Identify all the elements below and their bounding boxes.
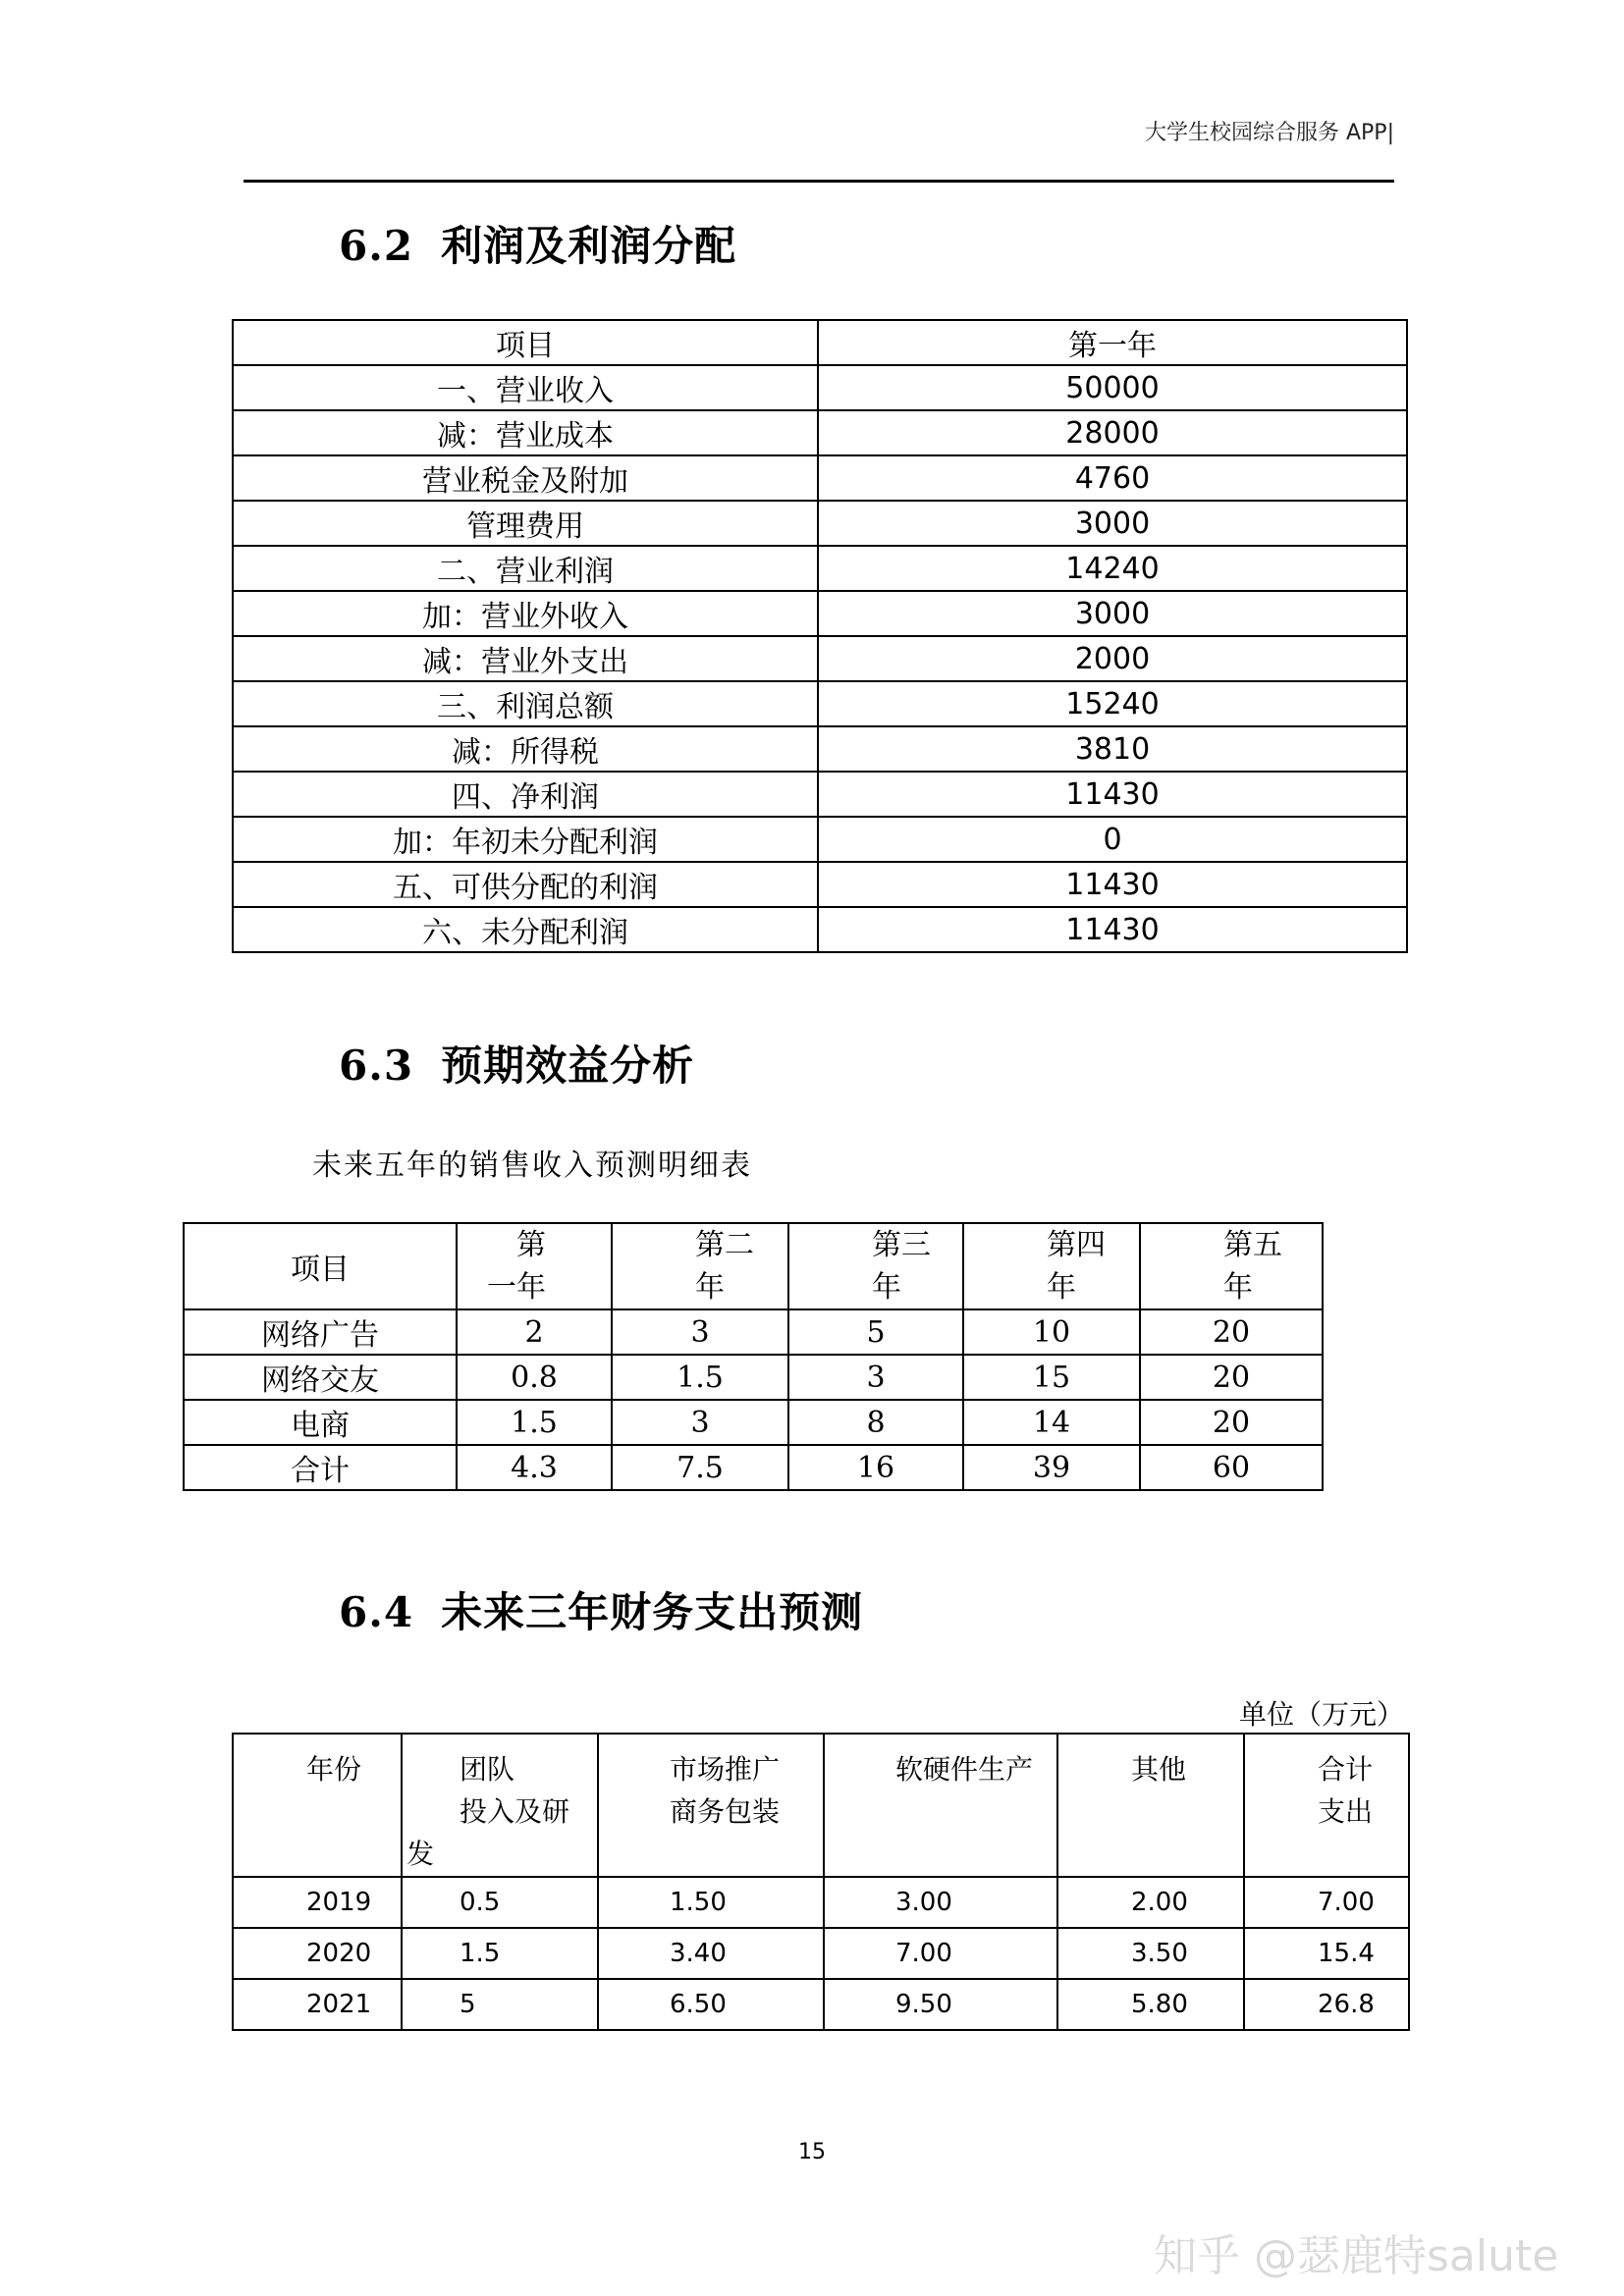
table-cell: 14 xyxy=(963,1400,1140,1445)
row-value: 2000 xyxy=(818,636,1407,681)
table-row xyxy=(233,410,1407,455)
header-line: 投入及研 xyxy=(460,1795,570,1828)
header-line: 第三 xyxy=(872,1228,931,1262)
section-number: 6.3 xyxy=(339,1041,414,1090)
column-header: 软硬件生产 xyxy=(824,1734,1057,1877)
row-value: 15240 xyxy=(818,681,1407,726)
row-label: 减：营业成本 xyxy=(233,410,818,455)
row-label: 五、可供分配的利润 xyxy=(233,862,818,907)
table-row xyxy=(233,681,1407,726)
table-cell: 2 xyxy=(457,1309,612,1355)
table-row xyxy=(184,1400,1323,1445)
column-header xyxy=(598,1734,824,1877)
row-value: 4760 xyxy=(818,455,1407,501)
table-cell: 6.50 xyxy=(598,1979,824,2030)
header-line: 年 xyxy=(1223,1270,1253,1305)
header-line: 一年 xyxy=(487,1270,546,1305)
header-line: 合计 xyxy=(1318,1753,1374,1786)
table-cell: 16 xyxy=(788,1445,963,1490)
row-value: 0 xyxy=(818,817,1407,862)
row-label: 网络广告 xyxy=(184,1309,457,1355)
row-label: 营业税金及附加 xyxy=(233,455,818,501)
table-cell: 15.4 xyxy=(1244,1928,1409,1979)
header-line: 第五 xyxy=(1223,1228,1282,1262)
header-line: 年 xyxy=(1047,1270,1076,1305)
section-heading-6-4 xyxy=(339,1580,1321,1639)
table-cell: 3.00 xyxy=(824,1877,1057,1928)
unit-label: 单位（万元） xyxy=(1238,1698,1404,1731)
table-cell: 3 xyxy=(612,1309,788,1355)
row-year: 2019 xyxy=(233,1877,402,1928)
table-cell: 5.80 xyxy=(1057,1979,1244,2030)
table-header-row xyxy=(233,1734,1409,1877)
row-value: 3000 xyxy=(818,591,1407,636)
table-cell: 3.40 xyxy=(598,1928,824,1979)
row-label: 加：年初未分配利润 xyxy=(233,817,818,862)
column-header xyxy=(612,1223,788,1309)
row-label: 加：营业外收入 xyxy=(233,591,818,636)
table-cell: 2.00 xyxy=(1057,1877,1244,1928)
column-header: 项目 xyxy=(184,1223,457,1309)
section-number: 6.2 xyxy=(339,222,414,270)
table-cell: 9.50 xyxy=(824,1979,1057,2030)
column-header xyxy=(402,1734,598,1877)
column-header xyxy=(1140,1223,1323,1309)
table-cell: 20 xyxy=(1140,1400,1323,1445)
column-header xyxy=(963,1223,1140,1309)
header-line: 商务包装 xyxy=(670,1795,781,1828)
table-row xyxy=(233,1928,1409,1979)
table-row xyxy=(233,862,1407,907)
header-line: 第二 xyxy=(695,1228,754,1262)
expense-forecast-table xyxy=(232,1733,1410,2031)
table-cell: 1.5 xyxy=(402,1928,598,1979)
header-line: 发 xyxy=(406,1838,435,1870)
row-label: 管理费用 xyxy=(233,501,818,546)
column-header xyxy=(788,1223,963,1309)
row-value: 11430 xyxy=(818,862,1407,907)
table-cell: 20 xyxy=(1140,1309,1323,1355)
sales-forecast-table xyxy=(183,1222,1324,1491)
section-number: 6.4 xyxy=(339,1588,414,1636)
table-row xyxy=(233,726,1407,772)
table-cell: 7.5 xyxy=(612,1445,788,1490)
header-rule xyxy=(244,180,1394,183)
table-cell: 10 xyxy=(963,1309,1140,1355)
table-row xyxy=(233,636,1407,681)
row-value: 28000 xyxy=(818,410,1407,455)
row-value: 50000 xyxy=(818,365,1407,410)
table-caption: 未来五年的销售收入预测明细表 xyxy=(312,1148,752,1183)
row-year: 2021 xyxy=(233,1979,402,2030)
row-label: 减：营业外支出 xyxy=(233,636,818,681)
table-cell: 15 xyxy=(963,1355,1140,1400)
row-label: 六、未分配利润 xyxy=(233,907,818,952)
table-cell: 1.50 xyxy=(598,1877,824,1928)
table-cell: 8 xyxy=(788,1400,963,1445)
header-line: 支出 xyxy=(1318,1795,1374,1828)
table-cell: 0.8 xyxy=(457,1355,612,1400)
table-cell: 0.5 xyxy=(402,1877,598,1928)
header-line: 团队 xyxy=(460,1753,515,1786)
table-row xyxy=(233,1979,1409,2030)
row-value: 3000 xyxy=(818,501,1407,546)
table-row xyxy=(184,1355,1323,1400)
table-cell: 5 xyxy=(788,1309,963,1355)
table-row xyxy=(184,1445,1323,1490)
table-row xyxy=(233,817,1407,862)
table-cell: 26.8 xyxy=(1244,1979,1409,2030)
column-header: 年份 xyxy=(233,1734,402,1877)
table-cell: 39 xyxy=(963,1445,1140,1490)
table-cell: 3.50 xyxy=(1057,1928,1244,1979)
header-line: 年 xyxy=(872,1270,901,1305)
section-title: 未来三年财务支出预测 xyxy=(441,1588,864,1636)
table-cell: 1.5 xyxy=(612,1355,788,1400)
table-row xyxy=(184,1309,1323,1355)
table-row xyxy=(233,546,1407,591)
table-row xyxy=(233,907,1407,952)
column-header xyxy=(457,1223,612,1309)
table-cell: 20 xyxy=(1140,1355,1323,1400)
table-cell: 3 xyxy=(788,1355,963,1400)
table-cell: 7.00 xyxy=(1244,1877,1409,1928)
column-header: 第一年 xyxy=(818,320,1407,365)
section-title: 利润及利润分配 xyxy=(441,222,737,270)
section-heading-6-2 xyxy=(339,214,1321,273)
page-number: 15 xyxy=(798,2140,826,2164)
table-row xyxy=(233,501,1407,546)
table-cell: 4.3 xyxy=(457,1445,612,1490)
running-header: 大学生校园综合服务 APP| xyxy=(1145,121,1394,145)
column-header: 项目 xyxy=(233,320,818,365)
table-cell: 60 xyxy=(1140,1445,1323,1490)
table-row xyxy=(233,772,1407,817)
row-label: 合计 xyxy=(184,1445,457,1490)
table-header-row xyxy=(233,320,1407,365)
table-cell: 5 xyxy=(402,1979,598,2030)
header-line: 第四 xyxy=(1047,1228,1106,1262)
table-cell: 1.5 xyxy=(457,1400,612,1445)
row-label: 一、营业收入 xyxy=(233,365,818,410)
row-label: 四、净利润 xyxy=(233,772,818,817)
table-row xyxy=(233,365,1407,410)
section-heading-6-3 xyxy=(339,1034,1321,1093)
table-row xyxy=(233,1877,1409,1928)
table-header-row xyxy=(184,1223,1323,1309)
header-line: 第 xyxy=(516,1228,546,1262)
header-line: 市场推广 xyxy=(670,1753,781,1786)
row-label: 电商 xyxy=(184,1400,457,1445)
table-cell: 7.00 xyxy=(824,1928,1057,1979)
column-header: 其他 xyxy=(1057,1734,1244,1877)
column-header xyxy=(1244,1734,1409,1877)
table-cell: 3 xyxy=(612,1400,788,1445)
section-title: 预期效益分析 xyxy=(441,1041,695,1090)
row-value: 11430 xyxy=(818,772,1407,817)
row-label: 网络交友 xyxy=(184,1355,457,1400)
row-year: 2020 xyxy=(233,1928,402,1979)
watermark: 知乎 @瑟鹿特salute xyxy=(1154,2231,1559,2281)
row-label: 二、营业利润 xyxy=(233,546,818,591)
profit-distribution-table xyxy=(232,319,1408,953)
row-value: 14240 xyxy=(818,546,1407,591)
table-row xyxy=(233,455,1407,501)
row-value: 11430 xyxy=(818,907,1407,952)
row-label: 三、利润总额 xyxy=(233,681,818,726)
row-value: 3810 xyxy=(818,726,1407,772)
table-row xyxy=(233,591,1407,636)
header-line: 年 xyxy=(695,1270,725,1305)
row-label: 减：所得税 xyxy=(233,726,818,772)
